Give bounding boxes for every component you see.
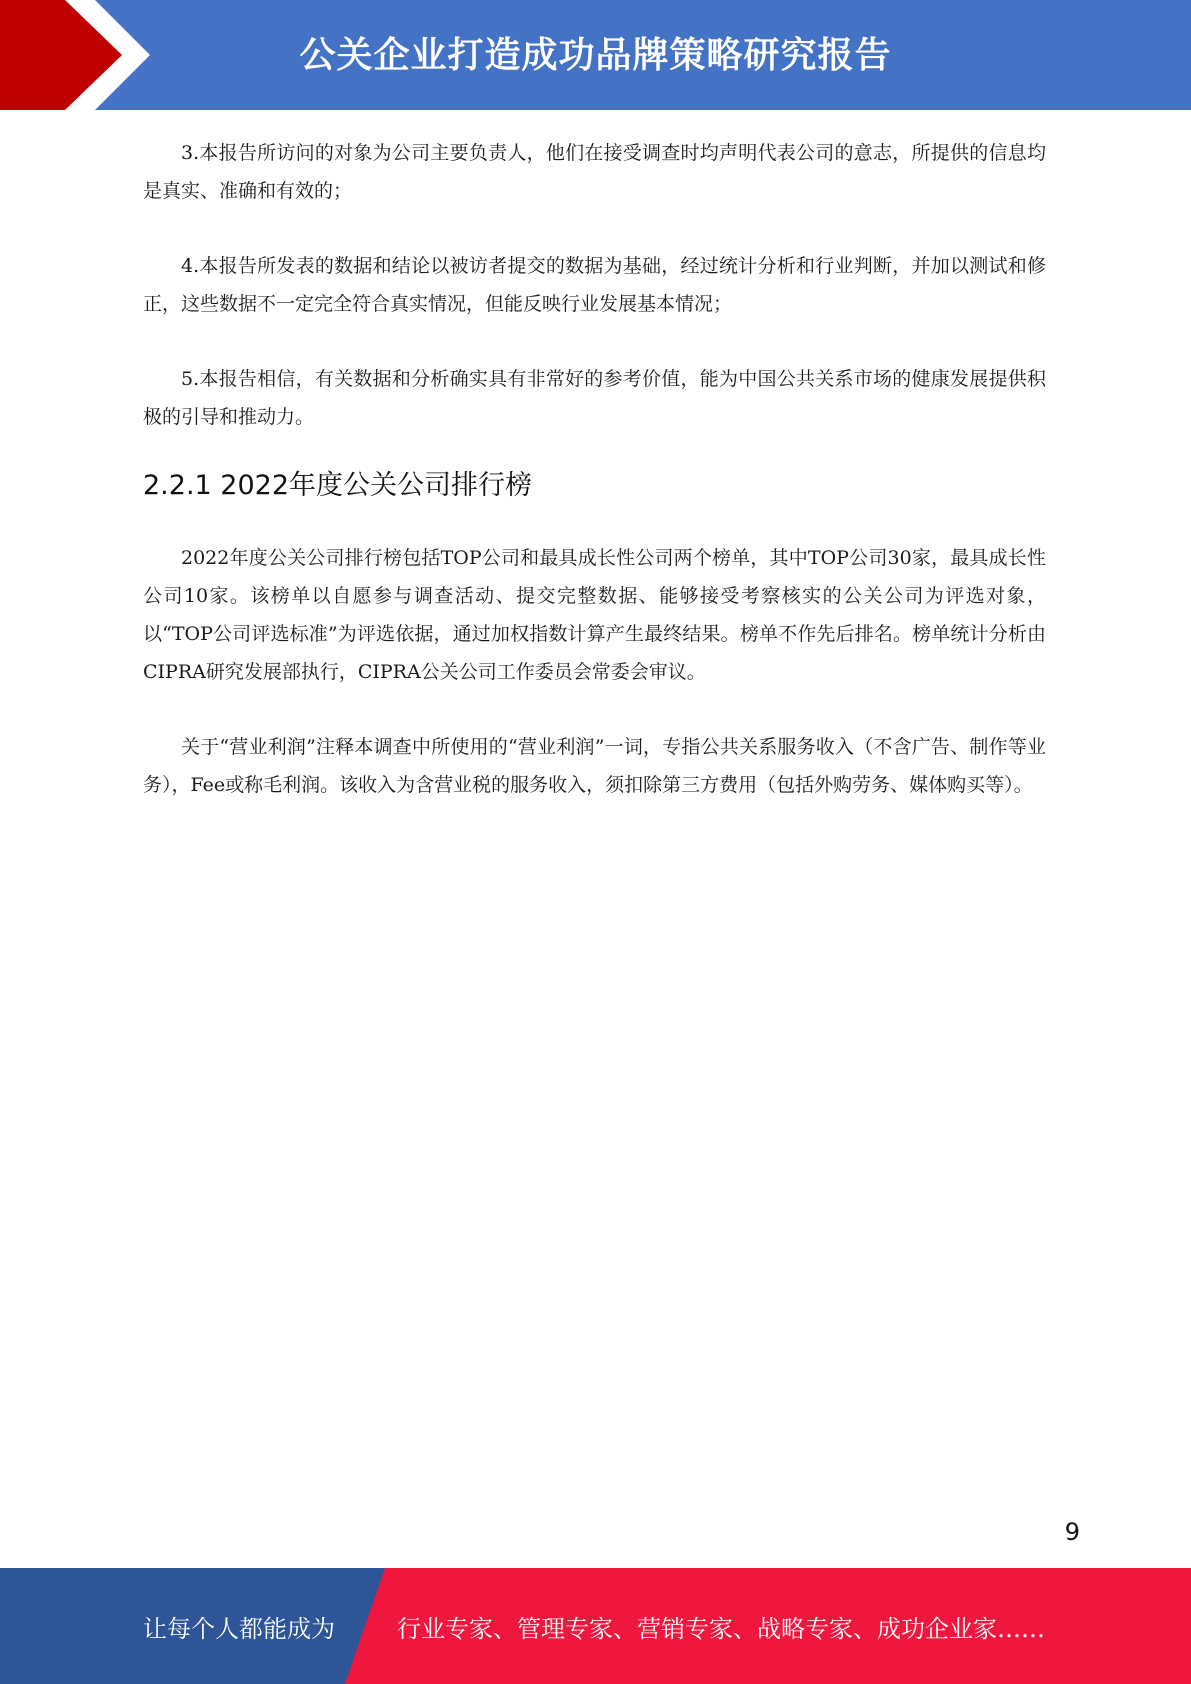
footer-slogan-right: 行业专家、管理专家、营销专家、战略专家、成功企业家……: [397, 1614, 1045, 1643]
paragraph-item-5: 5.本报告相信，有关数据和分析确实具有非常好的参考价值，能为中国公共关系市场的健康发展提供积极的引导和推动力。: [143, 368, 1046, 428]
footer-slogan-left: 让每个人都能成为: [143, 1614, 335, 1643]
paragraph-ranking-intro: 2022年度公关公司排行榜包括TOP公司和最具成长性公司两个榜单，其中TOP公司30家，最具成长性公司10家。该榜单以自愿参与调查活动、提交完整数据、能够接受考察核实的公关公司为评选对象，以“TOP公司评选标准”为评选依据，通过加权指数计算产生最终结果。榜单不作先后排名。榜单统计分析由CIPRA研究发展部执行，CIPRA公关公司工作委员会常委会审议。: [143, 547, 1046, 683]
page-header: [0, 0, 1191, 110]
paragraph-profit-note: 关于“营业利润”注释本调查中所使用的“营业利润”一词，专指公共关系服务收入（不含广告、制作等业务），Fee或称毛利润。该收入为含营业税的服务收入，须扣除第三方费用（包括外购劳务、媒体购买等）。: [143, 736, 1046, 796]
section-heading: 2.2.1 2022年度公关公司排行榜: [143, 470, 532, 501]
page-footer: [0, 1568, 1191, 1684]
report-title: 公关企业打造成功品牌策略研究报告: [299, 34, 892, 76]
page-content: [143, 134, 1046, 804]
paragraph-item-3: 3.本报告所访问的对象为公司主要负责人，他们在接受调查时均声明代表公司的意志，所提供的信息均是真实、准确和有效的；: [143, 142, 1046, 202]
page-number: 9: [1064, 1518, 1080, 1546]
paragraph-item-4: 4.本报告所发表的数据和结论以被访者提交的数据为基础，经过统计分析和行业判断，并加以测试和修正，这些数据不一定完全符合真实情况，但能反映行业发展基本情况；: [143, 255, 1046, 315]
